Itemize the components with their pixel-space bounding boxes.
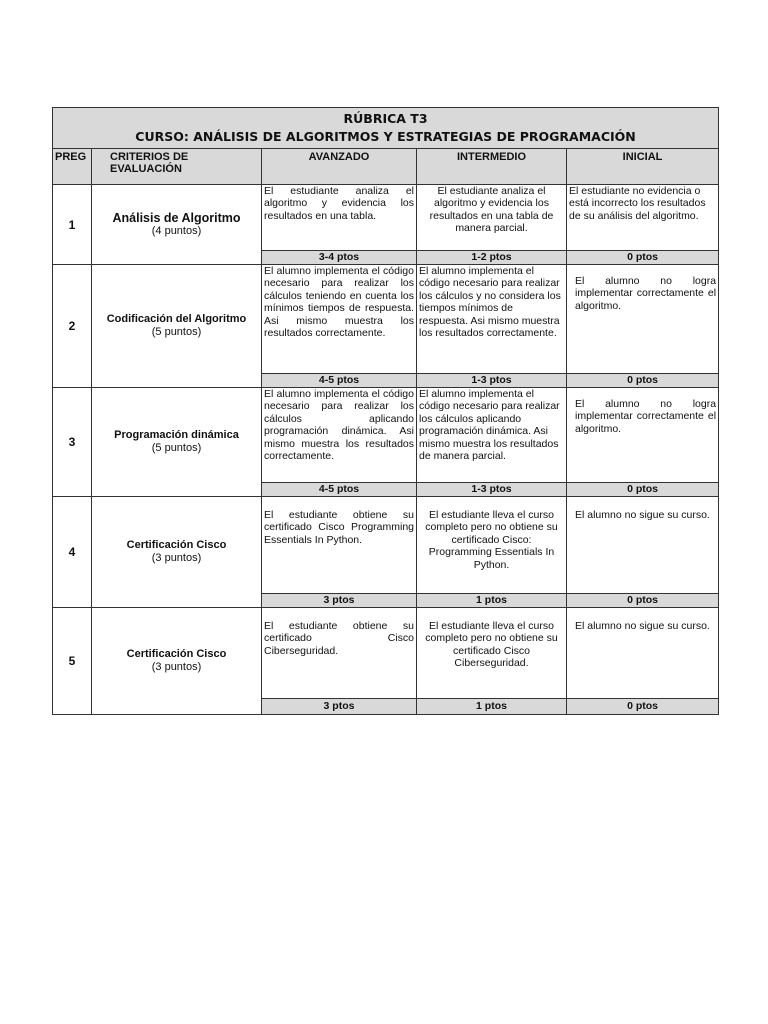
score-intermedio: 1-3 ptos (417, 483, 567, 497)
rubric-title-line2: CURSO: ANÁLISIS DE ALGORITMOS Y ESTRATEGIAS DE PROGRAMACIÓN (135, 129, 636, 144)
score-intermedio: 1 ptos (417, 594, 567, 608)
criterion-name: Certificación Cisco (126, 648, 227, 660)
score-avanzado: 3 ptos (262, 699, 417, 715)
avanzado-description: El estudiante analiza el algoritmo y evidencia los resultados en una tabla. (262, 185, 417, 251)
score-inicial: 0 ptos (567, 483, 719, 497)
score-inicial: 0 ptos (567, 251, 719, 265)
row-number: 4 (53, 497, 92, 608)
criterion-points: (5 puntos) (151, 442, 202, 454)
table-row (53, 497, 719, 594)
intermedio-description: El estudiante analiza el algoritmo y evidencia los resultados en una tabla de manera parcial. (417, 185, 567, 251)
header-preg: PREG (53, 149, 92, 185)
score-avanzado: 3 ptos (262, 594, 417, 608)
rubric-title-line1: RÚBRICA T3 (343, 111, 428, 126)
criterion-points: (5 puntos) (151, 326, 202, 338)
criterion-cell (92, 388, 262, 497)
criterion-points: (3 puntos) (151, 552, 202, 564)
inicial-description: El alumno no sigue su curso. (567, 497, 719, 594)
criterion-name: Codificación del Algoritmo (106, 313, 247, 325)
score-inicial: 0 ptos (567, 594, 719, 608)
intermedio-description: El alumno implementa el código necesario para realizar los cálculos aplicando programación dinámica. Asi mismo muestra los resultados de manera parcial. (417, 388, 567, 483)
inicial-description: El alumno no logra implementar correctamente el algoritmo. (567, 388, 719, 483)
header-row (53, 149, 719, 185)
intermedio-description: El estudiante lleva el curso completo pero no obtiene su certificado Cisco: Programming Essentials In Python. (417, 497, 567, 594)
avanzado-description: El alumno implementa el código necesario para realizar los cálculos aplicando programación dinámica. Asi mismo muestra los resultados correctamente. (262, 388, 417, 483)
inicial-description: El alumno no logra implementar correctamente el algoritmo. (567, 265, 719, 374)
row-number: 3 (53, 388, 92, 497)
row-number: 2 (53, 265, 92, 388)
avanzado-description: El estudiante obtiene su certificado Cisco Programming Essentials In Python. (262, 497, 417, 594)
score-avanzado: 3-4 ptos (262, 251, 417, 265)
header-intermedio: INTERMEDIO (417, 149, 567, 185)
inicial-description: El alumno no sigue su curso. (567, 608, 719, 699)
table-row (53, 185, 719, 251)
row-number: 1 (53, 185, 92, 265)
intermedio-description: El estudiante lleva el curso completo pero no obtiene su certificado Cisco Ciberseguridad. (417, 608, 567, 699)
inicial-description: El estudiante no evidencia o está incorrecto los resultados de su análisis del algoritmo. (567, 185, 719, 251)
table-row (53, 265, 719, 374)
score-avanzado: 4-5 ptos (262, 483, 417, 497)
score-intermedio: 1-2 ptos (417, 251, 567, 265)
header-inicial: INICIAL (567, 149, 719, 185)
criterion-cell (92, 265, 262, 388)
avanzado-description: El estudiante obtiene su certificado Cisco Ciberseguridad. (262, 608, 417, 699)
table-row (53, 388, 719, 483)
criterion-name: Programación dinámica (114, 429, 239, 441)
score-intermedio: 1 ptos (417, 699, 567, 715)
criterion-cell (92, 608, 262, 715)
avanzado-description: El alumno implementa el código necesario para realizar los cálculos teniendo en cuenta los mínimos tiempos de respuesta. Asi mismo muestra los resultados correctamente. (262, 265, 417, 374)
criterion-cell (92, 185, 262, 265)
criterion-name: Certificación Cisco (126, 539, 227, 551)
row-number: 5 (53, 608, 92, 715)
header-criterios: CRITERIOS DE EVALUACIÓN (92, 149, 262, 185)
intermedio-description: El alumno implementa el código necesario para realizar los cálculos y no considera los tiempos mínimos de respuesta. Asi mismo muestra los resultados correctamente. (417, 265, 567, 374)
score-inicial: 0 ptos (567, 699, 719, 715)
criterion-name: Análisis de Algoritmo (112, 210, 241, 225)
header-avanzado: AVANZADO (262, 149, 417, 185)
criterion-points: (3 puntos) (151, 661, 202, 673)
criterion-points: (4 puntos) (151, 224, 202, 237)
score-inicial: 0 ptos (567, 374, 719, 388)
rubric-table (52, 107, 719, 715)
table-row (53, 608, 719, 699)
score-intermedio: 1-3 ptos (417, 374, 567, 388)
criterion-cell (92, 497, 262, 608)
rubric-title (53, 108, 719, 149)
score-avanzado: 4-5 ptos (262, 374, 417, 388)
